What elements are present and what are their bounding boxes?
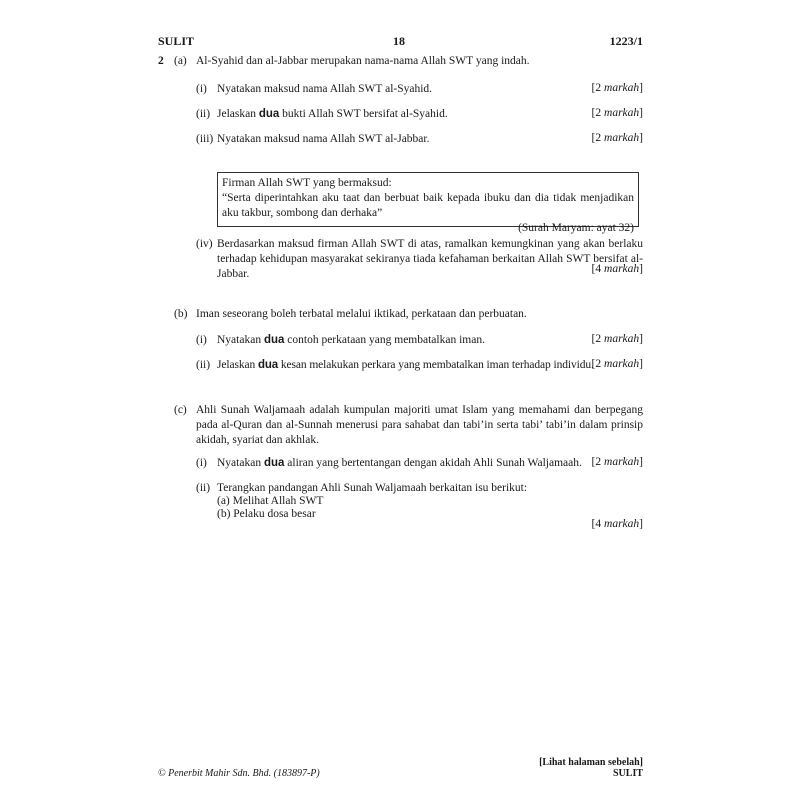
list-item: (a) Melihat Allah SWT bbox=[217, 495, 324, 507]
quote-source: (Surah Maryam: ayat 32) bbox=[518, 222, 634, 234]
subpart-label: (ii) bbox=[196, 482, 211, 494]
quote-intro: Firman Allah SWT yang bermaksud: bbox=[222, 177, 392, 189]
subpart-label: (i) bbox=[196, 334, 207, 346]
subpart-text: Nyatakan dua contoh perkataan yang membatalkan iman. bbox=[217, 334, 485, 346]
subpart-label: (ii) bbox=[196, 108, 211, 120]
question-number: 2 bbox=[158, 55, 164, 67]
copyright-notice: © Penerbit Mahir Sdn. Bhd. (183897-P) bbox=[158, 768, 320, 779]
quote-text: “Serta diperintahkan aku taat dan berbuat baik kepada ibuku dan dia tidak menjadikan aku takbur, sombong dan derhaka” bbox=[222, 192, 634, 219]
subpart-label: (iv) bbox=[196, 238, 213, 250]
subpart-text: Jelaskan dua kesan melakukan perkara yang membatalkan iman terhadap individu. bbox=[217, 359, 594, 371]
subpart-label: (i) bbox=[196, 83, 207, 95]
subpart-text: Jelaskan dua bukti Allah SWT bersifat al-Syahid. bbox=[217, 108, 448, 120]
part-b-label: (b) bbox=[174, 308, 188, 320]
subpart-text: Nyatakan dua aliran yang bertentangan dengan akidah Ahli Sunah Waljamaah. bbox=[217, 457, 582, 469]
footer-sulit: SULIT bbox=[612, 768, 643, 779]
marks: [4 markah] bbox=[591, 518, 643, 530]
part-b-stem: Iman seseorang boleh terbatal melalui iktikad, perkataan dan perbuatan. bbox=[196, 308, 527, 320]
subpart-label: (ii) bbox=[196, 359, 211, 371]
marks: [4 markah] bbox=[591, 263, 643, 275]
subpart-text: Berdasarkan maksud firman Allah SWT di atas, ramalkan kemungkinan yang akan berlaku terhadap kehidupan masyarakat sekiranya tiada kefahaman berkaitan Allah SWT bersifat al-Jabbar. bbox=[217, 238, 643, 280]
marks: [2 markah] bbox=[591, 456, 643, 468]
subpart-text: Terangkan pandangan Ahli Sunah Waljamaah berkaitan isu berikut: bbox=[217, 482, 528, 494]
part-a-label: (a) bbox=[174, 55, 187, 67]
subpart-text: Nyatakan maksud nama Allah SWT al-Syahid. bbox=[217, 83, 433, 95]
header-sulit: SULIT bbox=[158, 34, 195, 48]
marks: [2 markah] bbox=[591, 333, 643, 345]
marks: [2 markah] bbox=[591, 358, 643, 370]
list-item: (b) Pelaku dosa besar bbox=[217, 508, 316, 520]
subpart-label: (i) bbox=[196, 457, 207, 469]
paper-code: 1223/1 bbox=[609, 34, 643, 48]
marks: [2 markah] bbox=[591, 132, 643, 144]
marks: [2 markah] bbox=[591, 82, 643, 94]
next-page-note: [Lihat halaman sebelah] bbox=[539, 757, 643, 768]
quote-box bbox=[217, 172, 639, 234]
marks: [2 markah] bbox=[591, 107, 643, 119]
part-a-stem: Al-Syahid dan al-Jabbar merupakan nama-nama Allah SWT yang indah. bbox=[196, 55, 530, 67]
part-c-label: (c) bbox=[174, 404, 187, 416]
subpart-label: (iii) bbox=[196, 133, 214, 145]
part-c-stem: Ahli Sunah Waljamaah adalah kumpulan majoriti umat Islam yang memahami dan berpegang pada al-Quran dan al-Sunnah menerusi para sahabat dan tabi’in serta tabi’ tabi’in dalam prinsip akidah, syariat dan akhlak. bbox=[196, 404, 643, 446]
page-number: 18 bbox=[393, 34, 405, 48]
subpart-text: Nyatakan maksud nama Allah SWT al-Jabbar. bbox=[217, 133, 430, 145]
